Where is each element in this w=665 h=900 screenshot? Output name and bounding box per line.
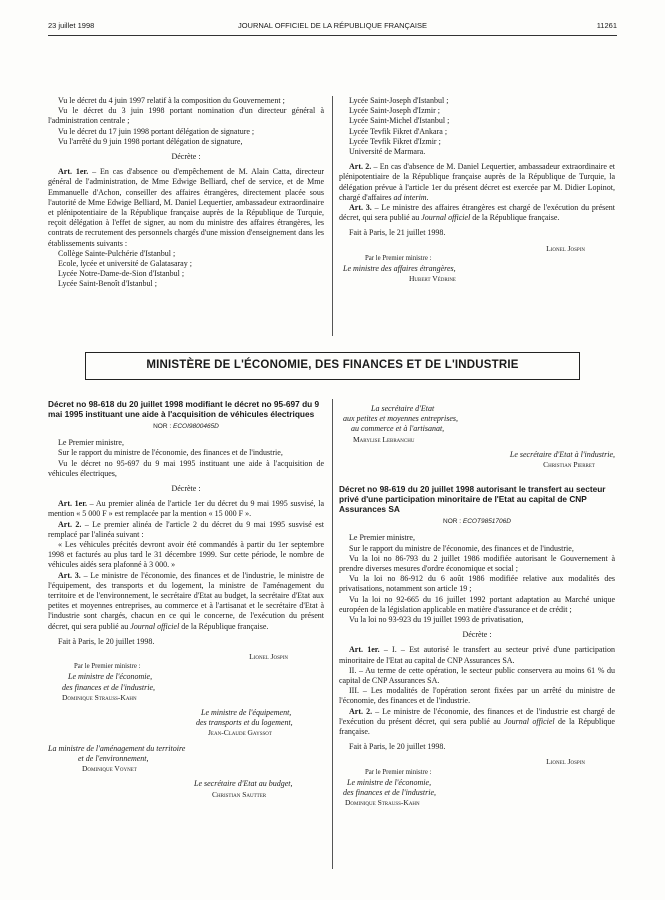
list-item: Lycée Saint-Michel d'Istanbul ; xyxy=(349,116,450,126)
article-label: Art. 2. xyxy=(58,519,82,529)
list-item: Lycée Saint-Joseph d'Istanbul ; xyxy=(349,96,449,105)
decrete-heading: Décrète : xyxy=(171,484,201,494)
signatory-title: des finances et de l'industrie, xyxy=(343,788,437,798)
list-item: Lycée Saint-Benoît d'Istanbul ; xyxy=(58,279,157,289)
signatory-title: Le ministre de l'économie, xyxy=(347,777,432,787)
signatory-title: et de l'environnement, xyxy=(78,753,149,763)
article-text: – Le ministre de l'économie, des finances et de l'industrie est chargé de l'exécution du présent décret, qui sera publié au xyxy=(339,706,615,726)
column-divider xyxy=(332,399,333,869)
article-3 xyxy=(339,203,615,223)
column-divider xyxy=(332,96,333,336)
signatory-title: Le secrétaire d'Etat au budget, xyxy=(194,779,293,789)
signatory-title: des transports et du logement, xyxy=(196,718,293,728)
paragraph: Sur le rapport du ministre de l'économie, des finances et de l'industrie, xyxy=(349,543,574,553)
paragraph: Vu la loi no 86-912 du 6 août 1986 modifiée relative aux modalités des privatisations, notamment son article 19 ; xyxy=(339,574,615,594)
signatory-title: La ministre de l'aménagement du territoire xyxy=(48,743,186,753)
signer-name: Lionel Jospin xyxy=(249,652,288,662)
article-2 xyxy=(339,707,615,738)
signatory-name: Dominique Strauss-Kahn xyxy=(345,798,420,808)
decree-98-618 xyxy=(48,399,324,800)
paragraph: Le Premier ministre, xyxy=(58,438,124,448)
article-label: Art. 2. xyxy=(349,162,372,172)
article-text: – Le ministre des affaires étrangères est chargé de l'exécution du présent décret, qui sera publié au xyxy=(339,203,616,223)
article-1-iii: III. – Les modalités de l'opération seront fixées par un arrêté du ministre de l'économie, des finances et de l'industrie. xyxy=(339,686,615,706)
list-item: Lycée Tevfik Fikret d'Ankara ; xyxy=(349,126,448,136)
list-item: Lycée Saint-Joseph d'Izmir ; xyxy=(349,106,440,116)
article-label: Art. 1er. xyxy=(349,645,380,655)
paragraph: Vu la loi no 93-923 du 19 juillet 1993 de privatisation, xyxy=(349,615,524,625)
nor-label: NOR : xyxy=(153,423,173,430)
article-text-end: de la République française. xyxy=(339,716,615,737)
article-text: – Au premier alinéa de l'article 1er du décret du 9 mai 1995 susvisé, la mention « 5 000 F » est remplacée par la mention « 15 000 F ». xyxy=(48,499,324,519)
article-text: – Le premier alinéa de l'article 2 du décret du 9 mai 1995 susvisé est remplacé par l'alinéa suivant : xyxy=(48,519,324,539)
ministry-section-title: MINISTÈRE DE L'ÉCONOMIE, DES FINANCES ET DE L'INDUSTRIE xyxy=(85,352,580,380)
par-le-premier-ministre: Par le Premier ministre : xyxy=(365,254,432,262)
list-item: Ecole, lycée et université de Galatasaray ; xyxy=(58,259,192,269)
page-header xyxy=(48,21,617,33)
signature-date: Fait à Paris, le 20 juillet 1998. xyxy=(349,742,446,752)
paragraph: Sur le rapport du ministre de l'économie, des finances et de l'industrie, xyxy=(58,448,283,458)
list-item: Collège Sainte-Pulchérie d'Istanbul ; xyxy=(58,248,176,258)
paragraph: Vu la loi no 86-793 du 2 juillet 1986 modifiée autorisant le Gouvernement à prendre diverses mesures d'ordre économique et social ; xyxy=(339,553,615,574)
signatory-name: Dominique Voynet xyxy=(82,764,137,774)
article-italic: Journal officiel xyxy=(421,213,471,223)
paragraph: Vu l'arrêté du 9 juin 1998 portant délégation de signature, xyxy=(58,136,243,146)
article-3 xyxy=(48,571,324,632)
nor-code: ECOT9851706D xyxy=(462,518,511,526)
signer-name: Lionel Jospin xyxy=(546,243,585,253)
signatory-name: Christian Sautter xyxy=(212,789,267,799)
signature-date: Fait à Paris, le 20 juillet 1998. xyxy=(58,636,155,646)
article-label: Art. 3. xyxy=(58,570,81,580)
par-le-premier-ministre: Par le Premier ministre : xyxy=(365,768,432,776)
signatory-title: Le secrétaire d'Etat à l'industrie, xyxy=(509,449,615,459)
signatory-title: La secrétaire d'Etat xyxy=(371,404,435,413)
article-2 xyxy=(48,520,324,540)
paragraph: Vu le décret du 4 juin 1997 relatif à la composition du Gouvernement ; xyxy=(58,96,285,105)
par-le-premier-ministre: Par le Premier ministre : xyxy=(74,663,141,671)
signatory-name: Dominique Strauss-Kahn xyxy=(62,692,137,702)
top-left-column xyxy=(48,96,324,290)
article-text: – I. – Est autorisé le transfert au secteur privé d'une participation minoritaire de l'Etat au capital de CNP Assurances SA. xyxy=(339,645,616,665)
signer-name: Lionel Jospin xyxy=(546,757,585,767)
nor-code: ECOI9800465D xyxy=(172,423,219,430)
article-text-end: de la République française. xyxy=(179,621,269,631)
article-1 xyxy=(339,645,615,665)
signatory-title: des finances et de l'industrie, xyxy=(62,682,156,692)
decree-title: Décret no 98-618 du 20 juillet 1998 modifiant le décret no 95-697 du 9 mai 1995 instituant une aide à l'acquisition de véhicules électriques xyxy=(48,399,320,419)
paragraph: Vu le décret du 17 juin 1998 portant délégation de signature ; xyxy=(58,126,255,136)
decree-signatures-continued xyxy=(339,404,615,809)
signatory-title: aux petites et moyennes entreprises, xyxy=(343,414,459,424)
top-right-column xyxy=(339,96,615,284)
signatory-title: Le ministre de l'équipement, xyxy=(201,708,292,718)
article-text: – En cas d'absence de M. Daniel Lequertier, ambassadeur extraordinaire et plénipotentiaire de la République française auprès de la République de Turquie, la délégation prévue à l'article 1er du présent décret est exercée par M. Didier Lopinot, chargé d'affaires xyxy=(339,162,615,202)
article-italic: ad interim. xyxy=(393,192,429,202)
article-label: Art. 1er. xyxy=(58,167,89,177)
minister-name: Hubert Védrine xyxy=(409,274,456,284)
article-label: Art. 1er. xyxy=(58,499,88,509)
header-date: 23 juillet 1998 xyxy=(48,21,95,30)
article-2 xyxy=(339,162,615,203)
decree-title: Décret no 98-619 du 20 juillet 1998 autorisant le transfert au secteur privé d'une participation minoritaire de l'Etat au capital de CNP Assurances SA xyxy=(339,484,606,515)
list-item: Lycée Notre-Dame-de-Sion d'Istanbul ; xyxy=(58,269,185,279)
article-text: – Le ministre de l'économie, des finances et de l'industrie, le ministre de l'équipement, des transports et du logement, la ministre de l'aménagement du territoire et de l'environnement, le secrétaire d'Etat au budget, la secrétaire d'Etat aux petites et moyennes entreprises, au commerce et à l'artisanat et le secrétaire d'Etat à l'industrie sont chargés, chacun en ce qui le concerne, de l'exécution du présent décret, qui sera publié au xyxy=(48,570,324,631)
list-item: Lycée Tevfik Fikret d'Izmir ; xyxy=(349,136,441,146)
paragraph: Vu le décret no 95-697 du 9 mai 1995 instituant une aide à l'acquisition de véhicules électriques, xyxy=(48,458,324,478)
nor-label: NOR : xyxy=(443,518,463,526)
decrete-heading: Décrète : xyxy=(462,630,492,640)
signatory-title: au commerce et à l'artisanat, xyxy=(351,424,445,434)
article-text-end: de la République française. xyxy=(470,213,560,223)
paragraph: Le Premier ministre, xyxy=(349,533,415,543)
minister-title: Le ministre des affaires étrangères, xyxy=(343,264,456,274)
paragraph: Vu la loi no 92-665 du 16 juillet 1992 portant adaptation au Marché unique européen de la législation applicable en matière d'assurance et de crédit ; xyxy=(339,594,615,614)
signature-date: Fait à Paris, le 21 juillet 1998. xyxy=(349,228,446,238)
article-1 xyxy=(48,167,324,249)
article-text: – En cas d'absence ou d'empêchement de M. Alain Catta, directeur général de l'administration, de Mme Edwige Belliard, chef de service, et de Mme Emmanuelle d'Achon, conseiller des affaires étrangères, directement placée sous l'autorité de Mme Edwige Belliard, M. Daniel Lequertier, ambassadeur extraordinaire et plénipotentiaire de la République française auprès de la République de Turquie, reçoit délégation à l'effet de signer, au nom du ministre des affaires étrangères, les contrats de recrutement des personnels chargés d'une mission d'enseignement dans les établissements suivants : xyxy=(48,167,325,248)
article-italic: Journal officiel xyxy=(130,621,180,631)
paragraph: Vu le décret du 3 juin 1998 portant nomination d'un directeur général à l'administration centrale ; xyxy=(48,106,324,126)
signatory-title: Le ministre de l'économie, xyxy=(68,672,153,682)
list-item: Université de Marmara. xyxy=(349,147,426,157)
header-rule xyxy=(48,35,617,36)
signatory-name: Marylise Lebranchu xyxy=(353,434,415,444)
article-label: Art. 3. xyxy=(349,203,372,213)
decrete-heading: Décrète : xyxy=(171,152,201,162)
nor-reference xyxy=(339,517,615,527)
signatory-name: Christian Pierret xyxy=(543,460,595,470)
signatory-name: Jean-Claude Gayssot xyxy=(208,728,272,738)
article-1 xyxy=(48,499,324,519)
article-1-ii: II. – Au terme de cette opération, le secteur public conservera au moins 61 % du capital de CNP Assurances SA. xyxy=(339,665,615,686)
article-italic: Journal officiel xyxy=(504,716,555,726)
nor-reference xyxy=(48,422,324,432)
header-title: JOURNAL OFFICIEL DE LA RÉPUBLIQUE FRANÇAISE xyxy=(237,21,428,30)
article-label: Art. 2. xyxy=(349,706,373,716)
article-2-quote: « Les véhicules précités devront avoir été commandés à partir du 1er septembre 1998 et facturés au plus tard le 31 décembre 1999. Sur cette période, le nombre de véhicules aidés sera plafonné à 3 000. » xyxy=(48,540,324,570)
header-page-number: 11261 xyxy=(596,21,617,30)
